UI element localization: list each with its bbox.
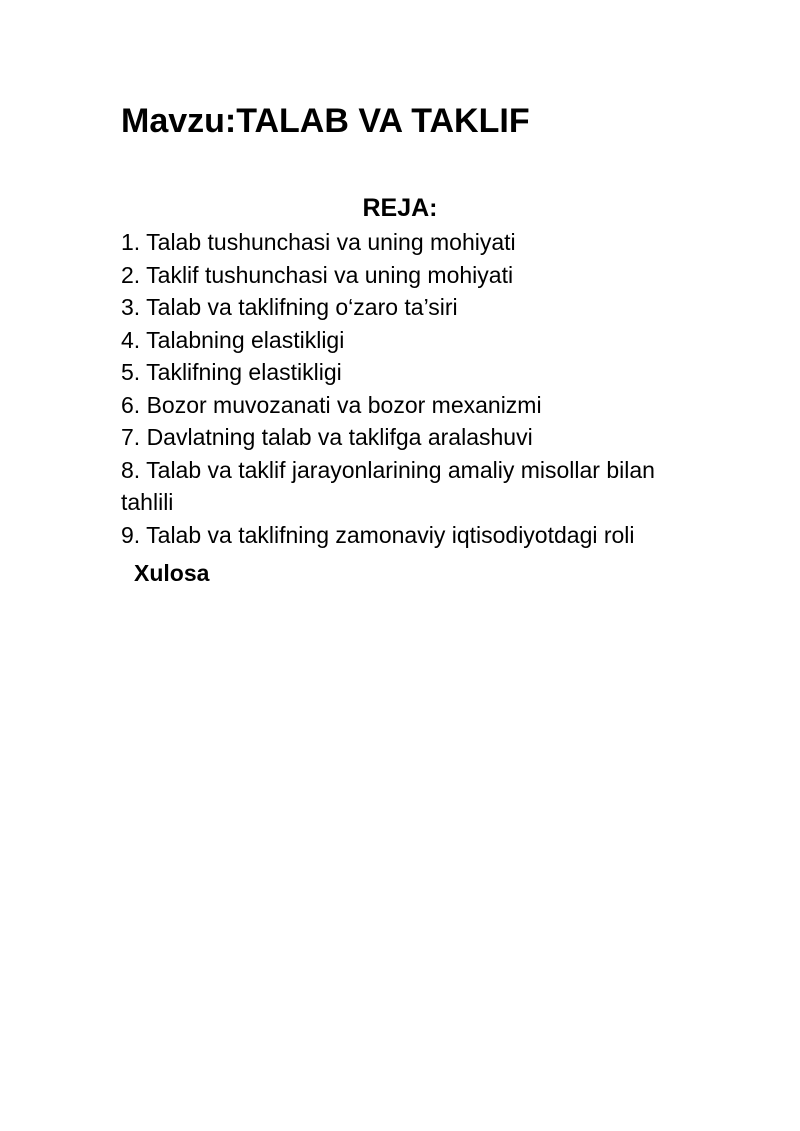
plan-item: 3. Talab va taklifning o‘zaro ta’siri — [121, 294, 458, 320]
document-title: Mavzu:TALAB VA TAKLIF — [121, 102, 530, 140]
plan-item: 7. Davlatning talab va taklifga aralashuvi — [121, 424, 533, 450]
plan-item: 4. Talabning elastikligi — [121, 326, 345, 353]
plan-list — [121, 226, 691, 551]
conclusion-heading: Xulosa — [134, 560, 210, 586]
plan-item: 6. Bozor muvozanati va bozor mexanizmi — [121, 391, 542, 418]
plan-item: 1. Talab tushunchasi va uning mohiyati — [121, 229, 516, 255]
plan-item: 5. Taklifning elastikligi — [121, 359, 342, 385]
plan-item: 8. Talab va taklif jarayonlarining amaliy misollar bilan tahlili — [121, 456, 655, 515]
plan-item: 9. Talab va taklifning zamonaviy iqtisodiyotdagi roli — [121, 521, 635, 548]
plan-item: 2. Taklif tushunchasi va uning mohiyati — [121, 261, 514, 288]
plan-heading: REJA: — [362, 194, 438, 222]
